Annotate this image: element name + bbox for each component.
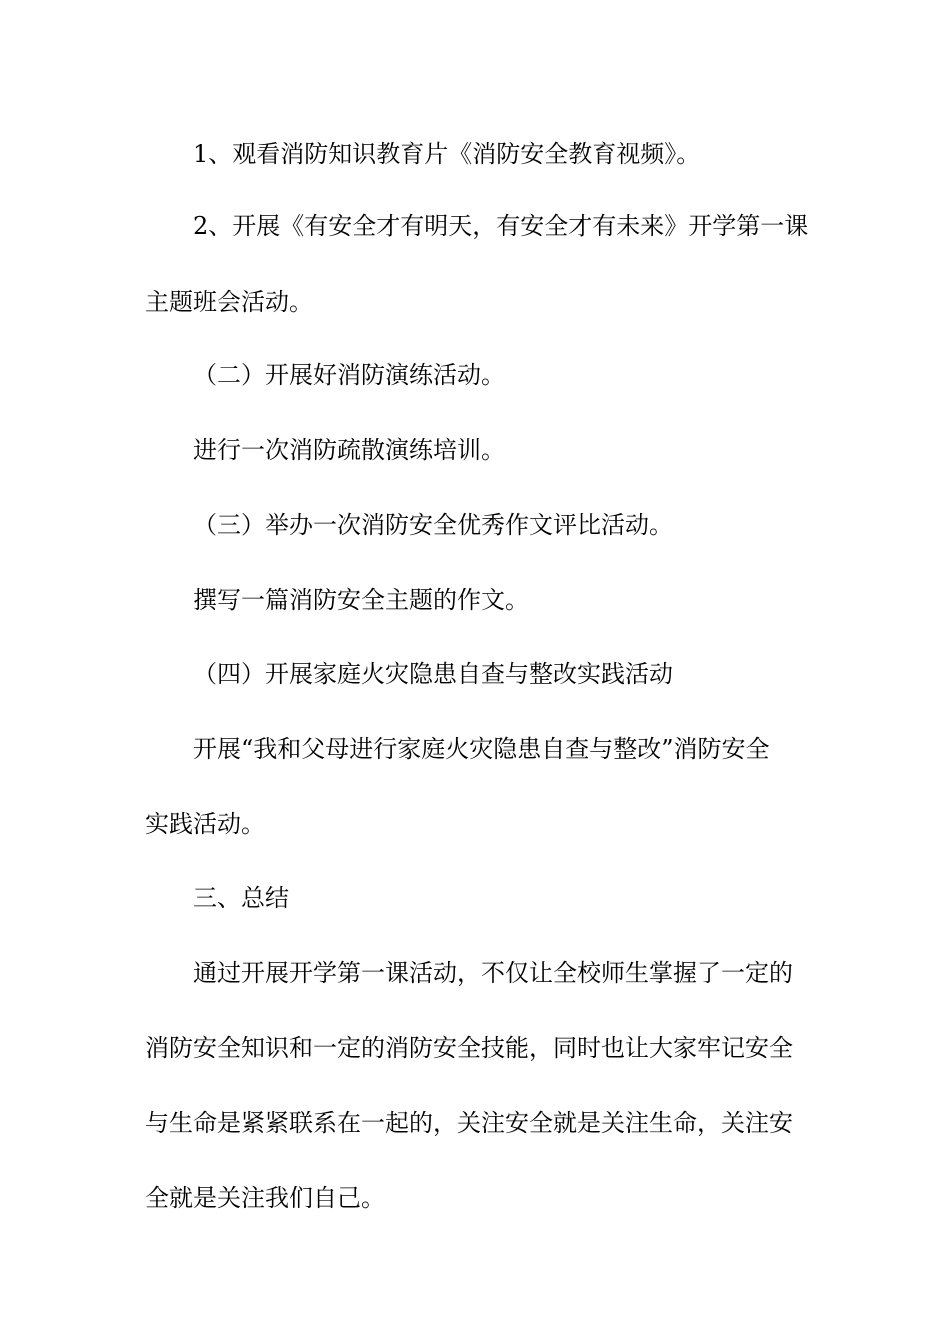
text-line: 主题班会活动。 — [145, 288, 313, 316]
text-line: 全就是关注我们自己。 — [145, 1184, 385, 1212]
text-line: 开展“我和父母进行家庭火灾隐患自查与整改”消防安全 — [193, 735, 770, 763]
text-line: （三）举办一次消防安全优秀作文评比活动。 — [193, 511, 673, 539]
text-line: 2、开展《有安全才有明天，有安全才有未来》开学第一课 — [193, 212, 809, 240]
text-line: 进行一次消防疏散演练培训。 — [193, 436, 505, 464]
text-line: 1、观看消防知识教育片《消防安全教育视频》。 — [193, 140, 701, 168]
text-line: 三、总结 — [193, 884, 289, 912]
text-line: 撰写一篇消防安全主题的作文。 — [193, 586, 529, 614]
text-line: 通过开展开学第一课活动，不仅让全校师生掌握了一定的 — [193, 959, 793, 987]
text-line: 实践活动。 — [145, 810, 265, 838]
text-line: （二）开展好消防演练活动。 — [193, 361, 505, 389]
text-line: （四）开展家庭火灾隐患自查与整改实践活动 — [193, 660, 673, 688]
text-line: 消防安全知识和一定的消防安全技能，同时也让大家牢记安全 — [145, 1034, 793, 1062]
text-line: 与生命是紧紧联系在一起的，关注安全就是关注生命，关注安 — [145, 1109, 793, 1137]
